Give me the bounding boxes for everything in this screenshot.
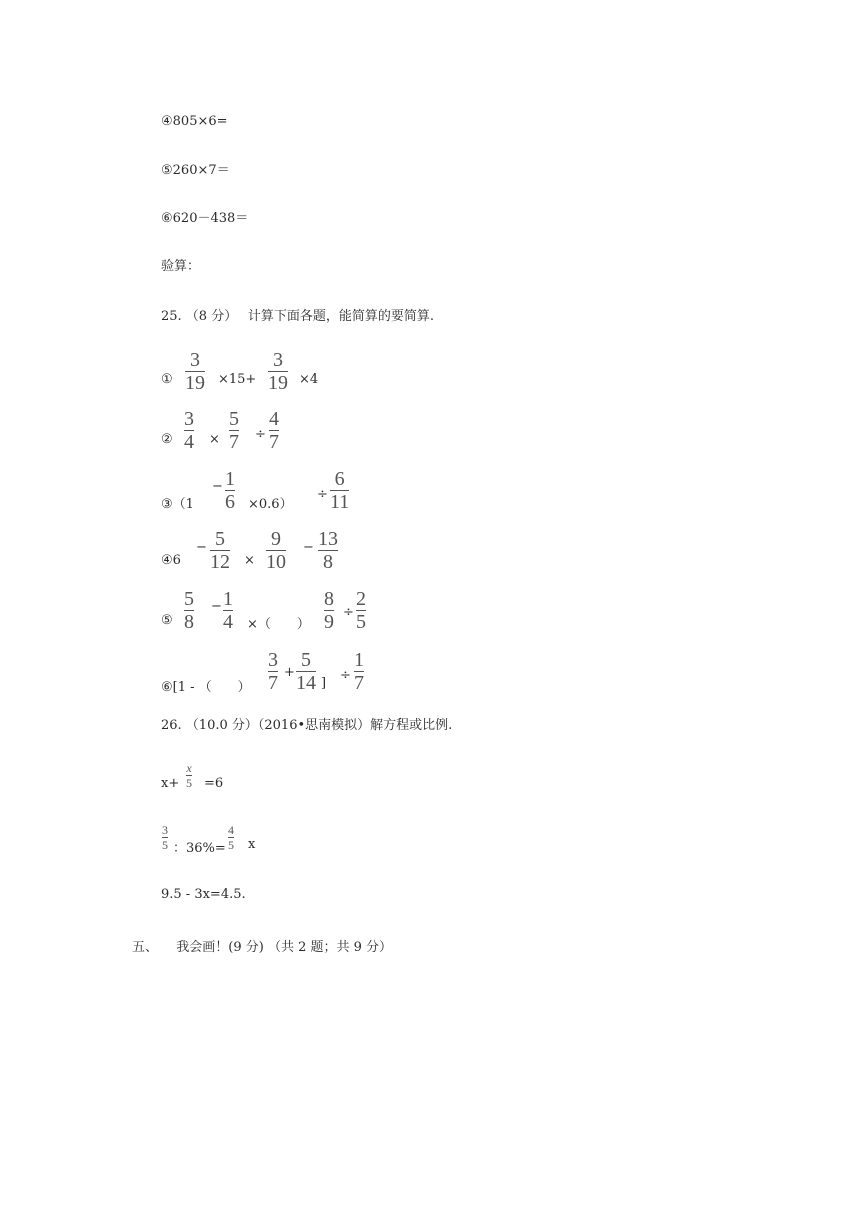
section-title: 我会画！(9 分) （共 2 题；共 9 分） xyxy=(176,940,393,955)
expr-text: x xyxy=(248,837,256,852)
expr-text: ：36%= xyxy=(173,841,226,856)
q26-equation-3: 9.5 - 3x=4.5. xyxy=(161,887,246,902)
expr-text: ] xyxy=(321,676,327,691)
fraction: 3 19 xyxy=(268,349,288,394)
fraction: 3 19 xyxy=(185,349,205,394)
fraction: x 5 xyxy=(186,761,192,790)
operator: × xyxy=(244,553,255,568)
q26-header: 26. （10.0 分）（2016•思南模拟）解方程或比例. xyxy=(161,718,453,733)
fraction: 3 7 xyxy=(268,649,278,694)
operator: − xyxy=(212,479,223,494)
fraction: 5 12 xyxy=(210,528,230,573)
fraction: 1 4 xyxy=(223,588,233,633)
marker: ③（1 xyxy=(161,497,194,512)
fraction: 5 7 xyxy=(229,408,239,453)
fraction: 2 5 xyxy=(356,588,366,633)
expr-text: ×0.6） xyxy=(248,497,293,512)
problem-5-line: ⑤260×7＝ xyxy=(161,163,230,178)
fraction: 1 6 xyxy=(225,468,235,513)
fraction: 9 10 xyxy=(266,528,286,573)
fraction: 4 7 xyxy=(269,408,279,453)
verify-label: 验算： xyxy=(161,259,201,274)
operator: ÷ xyxy=(343,605,354,620)
fraction: 4 5 xyxy=(228,823,234,852)
fraction: 13 8 xyxy=(318,528,338,573)
expr-text: ×4 xyxy=(299,372,319,387)
expr-text: =6 xyxy=(204,776,224,791)
operator: × xyxy=(209,432,220,447)
marker: ⑤ xyxy=(161,613,173,628)
operator: ÷ xyxy=(255,427,266,442)
fraction: 3 5 xyxy=(162,823,168,852)
problem-6-line: ⑥620－438＝ xyxy=(161,211,249,226)
operator: + xyxy=(284,665,295,680)
fraction: 5 14 xyxy=(296,649,316,694)
expr-text: x+ xyxy=(161,776,180,791)
operator: ÷ xyxy=(317,487,328,502)
operator: ÷ xyxy=(340,668,351,683)
section-number: 五、 xyxy=(132,940,159,955)
fraction: 6 11 xyxy=(330,468,350,513)
q25-header: 25. （8 分） 计算下面各题，能简算的要简算. xyxy=(161,309,434,324)
operator: − xyxy=(303,540,314,555)
section-5-heading xyxy=(132,936,392,955)
expr-text: ×（ ） xyxy=(247,617,310,632)
fraction: 1 7 xyxy=(354,649,364,694)
fraction: 3 4 xyxy=(184,408,194,453)
marker: ⑥[1 - （ ） xyxy=(161,680,251,695)
marker: ④6 xyxy=(161,553,181,568)
expr-text: ×15+ xyxy=(218,372,257,387)
operator: − xyxy=(211,599,222,614)
fraction: 8 9 xyxy=(324,588,334,633)
marker: ① xyxy=(161,372,173,387)
marker: ② xyxy=(161,432,173,447)
fraction: 5 8 xyxy=(184,588,194,633)
problem-4-line: ④805×6= xyxy=(161,114,228,129)
operator: − xyxy=(196,540,207,555)
